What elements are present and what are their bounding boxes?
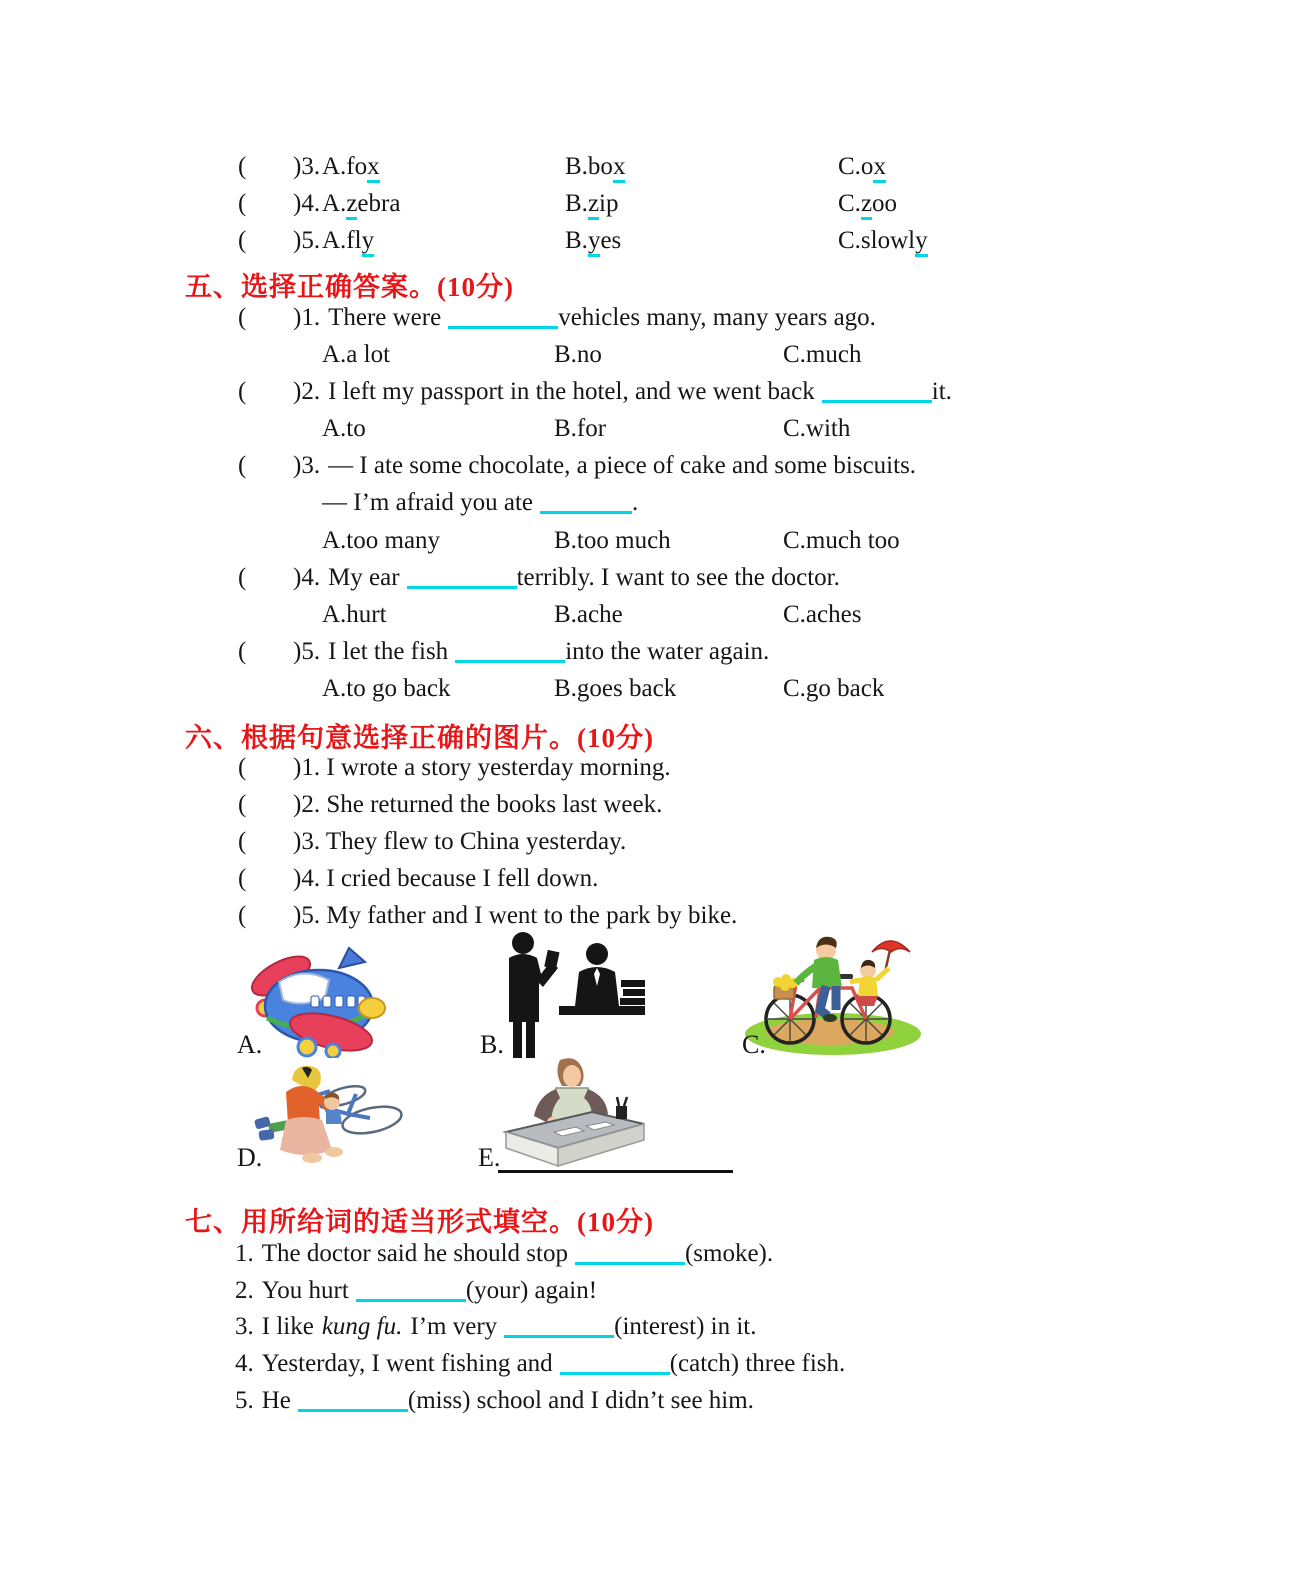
fell-off-bike-picture bbox=[250, 1062, 425, 1172]
option-c: C.aches bbox=[783, 601, 862, 628]
option-b bbox=[565, 227, 621, 255]
section-5-heading: 五、选择正确答案。(10分) bbox=[185, 272, 514, 302]
phonics-row-5 bbox=[0, 227, 1291, 261]
answer-blank bbox=[560, 1354, 670, 1375]
item-body bbox=[235, 1313, 756, 1341]
picture-label-b: B. bbox=[480, 1030, 504, 1059]
item-number: 2. bbox=[235, 1277, 254, 1304]
sentence-2 bbox=[0, 791, 1291, 825]
phonics-row-3 bbox=[0, 153, 1291, 187]
underlined-letter: x bbox=[613, 153, 626, 183]
answer-paren: ( bbox=[238, 902, 247, 929]
underlined-letter: x bbox=[873, 153, 886, 183]
question-4 bbox=[0, 564, 1291, 598]
answer-paren: ( bbox=[238, 378, 247, 405]
option-b bbox=[565, 153, 625, 181]
option-c bbox=[838, 153, 886, 181]
option-c bbox=[838, 190, 897, 218]
answer-blank bbox=[540, 493, 632, 514]
item-text: He bbox=[261, 1387, 291, 1414]
option-b: B.for bbox=[554, 415, 607, 442]
answer-paren: ( bbox=[238, 754, 247, 781]
answer-line-e bbox=[498, 1170, 733, 1173]
option-a: A.to go back bbox=[322, 675, 451, 702]
question-text: I let the fish bbox=[328, 638, 449, 665]
question-text: I left my passport in the hotel, and we went back bbox=[328, 378, 815, 405]
fill-item-2 bbox=[0, 1277, 1291, 1311]
option-text: A.fo bbox=[322, 153, 368, 180]
fill-item-4 bbox=[0, 1350, 1291, 1384]
item-text: Yesterday, I went fishing and bbox=[261, 1350, 553, 1377]
question-body bbox=[293, 304, 876, 332]
answer-blank bbox=[575, 1244, 685, 1265]
option-c: C.much bbox=[783, 341, 862, 368]
item-text-italic: kung fu. bbox=[321, 1313, 403, 1340]
question-text: . bbox=[632, 489, 639, 516]
bike-ride-picture bbox=[738, 926, 928, 1058]
item-text: You hurt bbox=[261, 1277, 349, 1304]
answer-blank bbox=[822, 382, 932, 403]
answer-paren: ( bbox=[238, 791, 247, 818]
question-text: terribly. I want to see the doctor. bbox=[516, 564, 840, 591]
answer-paren: ( bbox=[238, 452, 247, 479]
picture-label-e: E. bbox=[478, 1143, 501, 1172]
picture-label-c: C. bbox=[742, 1030, 766, 1059]
item-body bbox=[235, 1387, 754, 1415]
option-a: A.hurt bbox=[322, 601, 387, 628]
answer-paren: ( bbox=[238, 304, 247, 331]
question-body bbox=[293, 638, 769, 666]
options-3 bbox=[0, 527, 1291, 561]
option-a bbox=[322, 190, 400, 218]
answer-blank bbox=[448, 308, 558, 329]
underlined-letter: z bbox=[588, 190, 599, 220]
sentence-text: )2. She returned the books last week. bbox=[293, 791, 663, 818]
question-number: )1. bbox=[293, 304, 321, 331]
option-a: A.too many bbox=[322, 527, 441, 554]
option-a: A.to bbox=[322, 415, 366, 442]
option-b: B.too much bbox=[554, 527, 671, 554]
option-text: es bbox=[600, 227, 622, 254]
question-text: — I’m afraid you ate bbox=[322, 489, 534, 516]
underlined-letter: y bbox=[362, 227, 375, 257]
option-c bbox=[838, 227, 928, 255]
option-b: B.no bbox=[554, 341, 602, 368]
question-number: )3. bbox=[293, 452, 321, 479]
question-text: — I ate some chocolate, a piece of cake and some biscuits. bbox=[328, 452, 917, 479]
question-text: into the water again. bbox=[565, 638, 770, 665]
options-4 bbox=[0, 601, 1291, 635]
option-text: oo bbox=[872, 190, 898, 217]
sentence-text: )3. They flew to China yesterday. bbox=[293, 828, 627, 855]
options-5 bbox=[0, 675, 1291, 709]
option-c: C.with bbox=[783, 415, 851, 442]
question-3-line-2 bbox=[0, 489, 1291, 523]
sentence-text: )5. My father and I went to the park by bike. bbox=[293, 902, 738, 929]
item-text: (catch) three fish. bbox=[669, 1350, 846, 1377]
question-text: There were bbox=[328, 304, 442, 331]
question-body bbox=[293, 378, 952, 406]
section-7-heading: 七、用所给词的适当形式填空。(10分) bbox=[185, 1207, 654, 1237]
answer-paren: ( bbox=[238, 227, 247, 254]
toy-airplane-picture bbox=[243, 946, 395, 1058]
answer-paren: ( bbox=[238, 638, 247, 665]
option-text: B. bbox=[565, 190, 588, 217]
sentence-text: )4. I cried because I fell down. bbox=[293, 865, 599, 892]
section-6-heading: 六、根据句意选择正确的图片。(10分) bbox=[185, 723, 654, 753]
sentence-4 bbox=[0, 865, 1291, 899]
item-number: 3. bbox=[235, 1313, 254, 1340]
item-body bbox=[235, 1240, 773, 1268]
question-number: )3. bbox=[293, 153, 321, 180]
sentence-3 bbox=[0, 828, 1291, 862]
option-a bbox=[322, 227, 374, 255]
question-text: My ear bbox=[328, 564, 400, 591]
item-text: (your) again! bbox=[465, 1277, 598, 1304]
option-b: B.ache bbox=[554, 601, 623, 628]
item-number: 1. bbox=[235, 1240, 254, 1267]
fill-item-1 bbox=[0, 1240, 1291, 1274]
question-body bbox=[293, 564, 840, 592]
option-c: C.much too bbox=[783, 527, 900, 554]
question-number: )4. bbox=[293, 190, 321, 217]
option-c: C.go back bbox=[783, 675, 885, 702]
underlined-letter: y bbox=[588, 227, 601, 257]
option-b bbox=[565, 190, 619, 218]
answer-blank bbox=[504, 1317, 614, 1338]
item-text: I like bbox=[261, 1313, 314, 1340]
answer-blank bbox=[356, 1281, 466, 1302]
option-text: ip bbox=[599, 190, 619, 217]
option-text: A.fl bbox=[322, 227, 362, 254]
answer-paren: ( bbox=[238, 190, 247, 217]
option-text: C. bbox=[838, 190, 861, 217]
option-text: C.slowl bbox=[838, 227, 916, 254]
item-number: 4. bbox=[235, 1350, 254, 1377]
underlined-letter: x bbox=[367, 153, 380, 183]
answer-blank bbox=[298, 1391, 408, 1412]
question-body bbox=[322, 489, 638, 517]
question-text: it. bbox=[931, 378, 952, 405]
option-text: A. bbox=[322, 190, 347, 217]
question-number: )2. bbox=[293, 378, 321, 405]
writing-at-desk-picture bbox=[500, 1056, 648, 1168]
answer-paren: ( bbox=[238, 564, 247, 591]
underlined-letter: z bbox=[861, 190, 872, 220]
question-number: )4. bbox=[293, 564, 321, 591]
sentence-1 bbox=[0, 754, 1291, 788]
question-2 bbox=[0, 378, 1291, 412]
library-return-books-picture bbox=[497, 930, 647, 1060]
option-a: A.a lot bbox=[322, 341, 391, 368]
question-1 bbox=[0, 304, 1291, 338]
options-2 bbox=[0, 415, 1291, 449]
question-number: )5. bbox=[293, 638, 321, 665]
item-text: (miss) school and I didn’t see him. bbox=[407, 1387, 754, 1414]
answer-paren: ( bbox=[238, 865, 247, 892]
item-text: (smoke). bbox=[684, 1240, 774, 1267]
option-text: B.bo bbox=[565, 153, 613, 180]
question-body bbox=[293, 452, 916, 480]
underlined-letter: y bbox=[915, 227, 928, 257]
underlined-letter: z bbox=[346, 190, 357, 220]
item-body bbox=[235, 1277, 597, 1305]
answer-paren: ( bbox=[238, 828, 247, 855]
sentence-text: )1. I wrote a story yesterday morning. bbox=[293, 754, 671, 781]
answer-paren: ( bbox=[238, 153, 247, 180]
item-text: I’m very bbox=[410, 1313, 498, 1340]
answer-blank bbox=[455, 642, 565, 663]
picture-label-d: D. bbox=[237, 1143, 263, 1172]
option-text: C.o bbox=[838, 153, 874, 180]
item-body bbox=[235, 1350, 845, 1378]
fill-item-3 bbox=[0, 1313, 1291, 1347]
fill-item-5 bbox=[0, 1387, 1291, 1421]
picture-label-a: A. bbox=[237, 1030, 263, 1059]
question-text: vehicles many, many years ago. bbox=[558, 304, 876, 331]
option-a bbox=[322, 153, 380, 181]
question-5 bbox=[0, 638, 1291, 672]
item-text: (interest) in it. bbox=[614, 1313, 757, 1340]
option-text: ebra bbox=[357, 190, 401, 217]
option-text: B. bbox=[565, 227, 588, 254]
question-3-line-1 bbox=[0, 452, 1291, 486]
question-number: )5. bbox=[293, 227, 321, 254]
item-number: 5. bbox=[235, 1387, 254, 1414]
phonics-row-4 bbox=[0, 190, 1291, 224]
option-b: B.goes back bbox=[554, 675, 677, 702]
answer-blank bbox=[407, 568, 517, 589]
item-text: The doctor said he should stop bbox=[261, 1240, 568, 1267]
options-1 bbox=[0, 341, 1291, 375]
